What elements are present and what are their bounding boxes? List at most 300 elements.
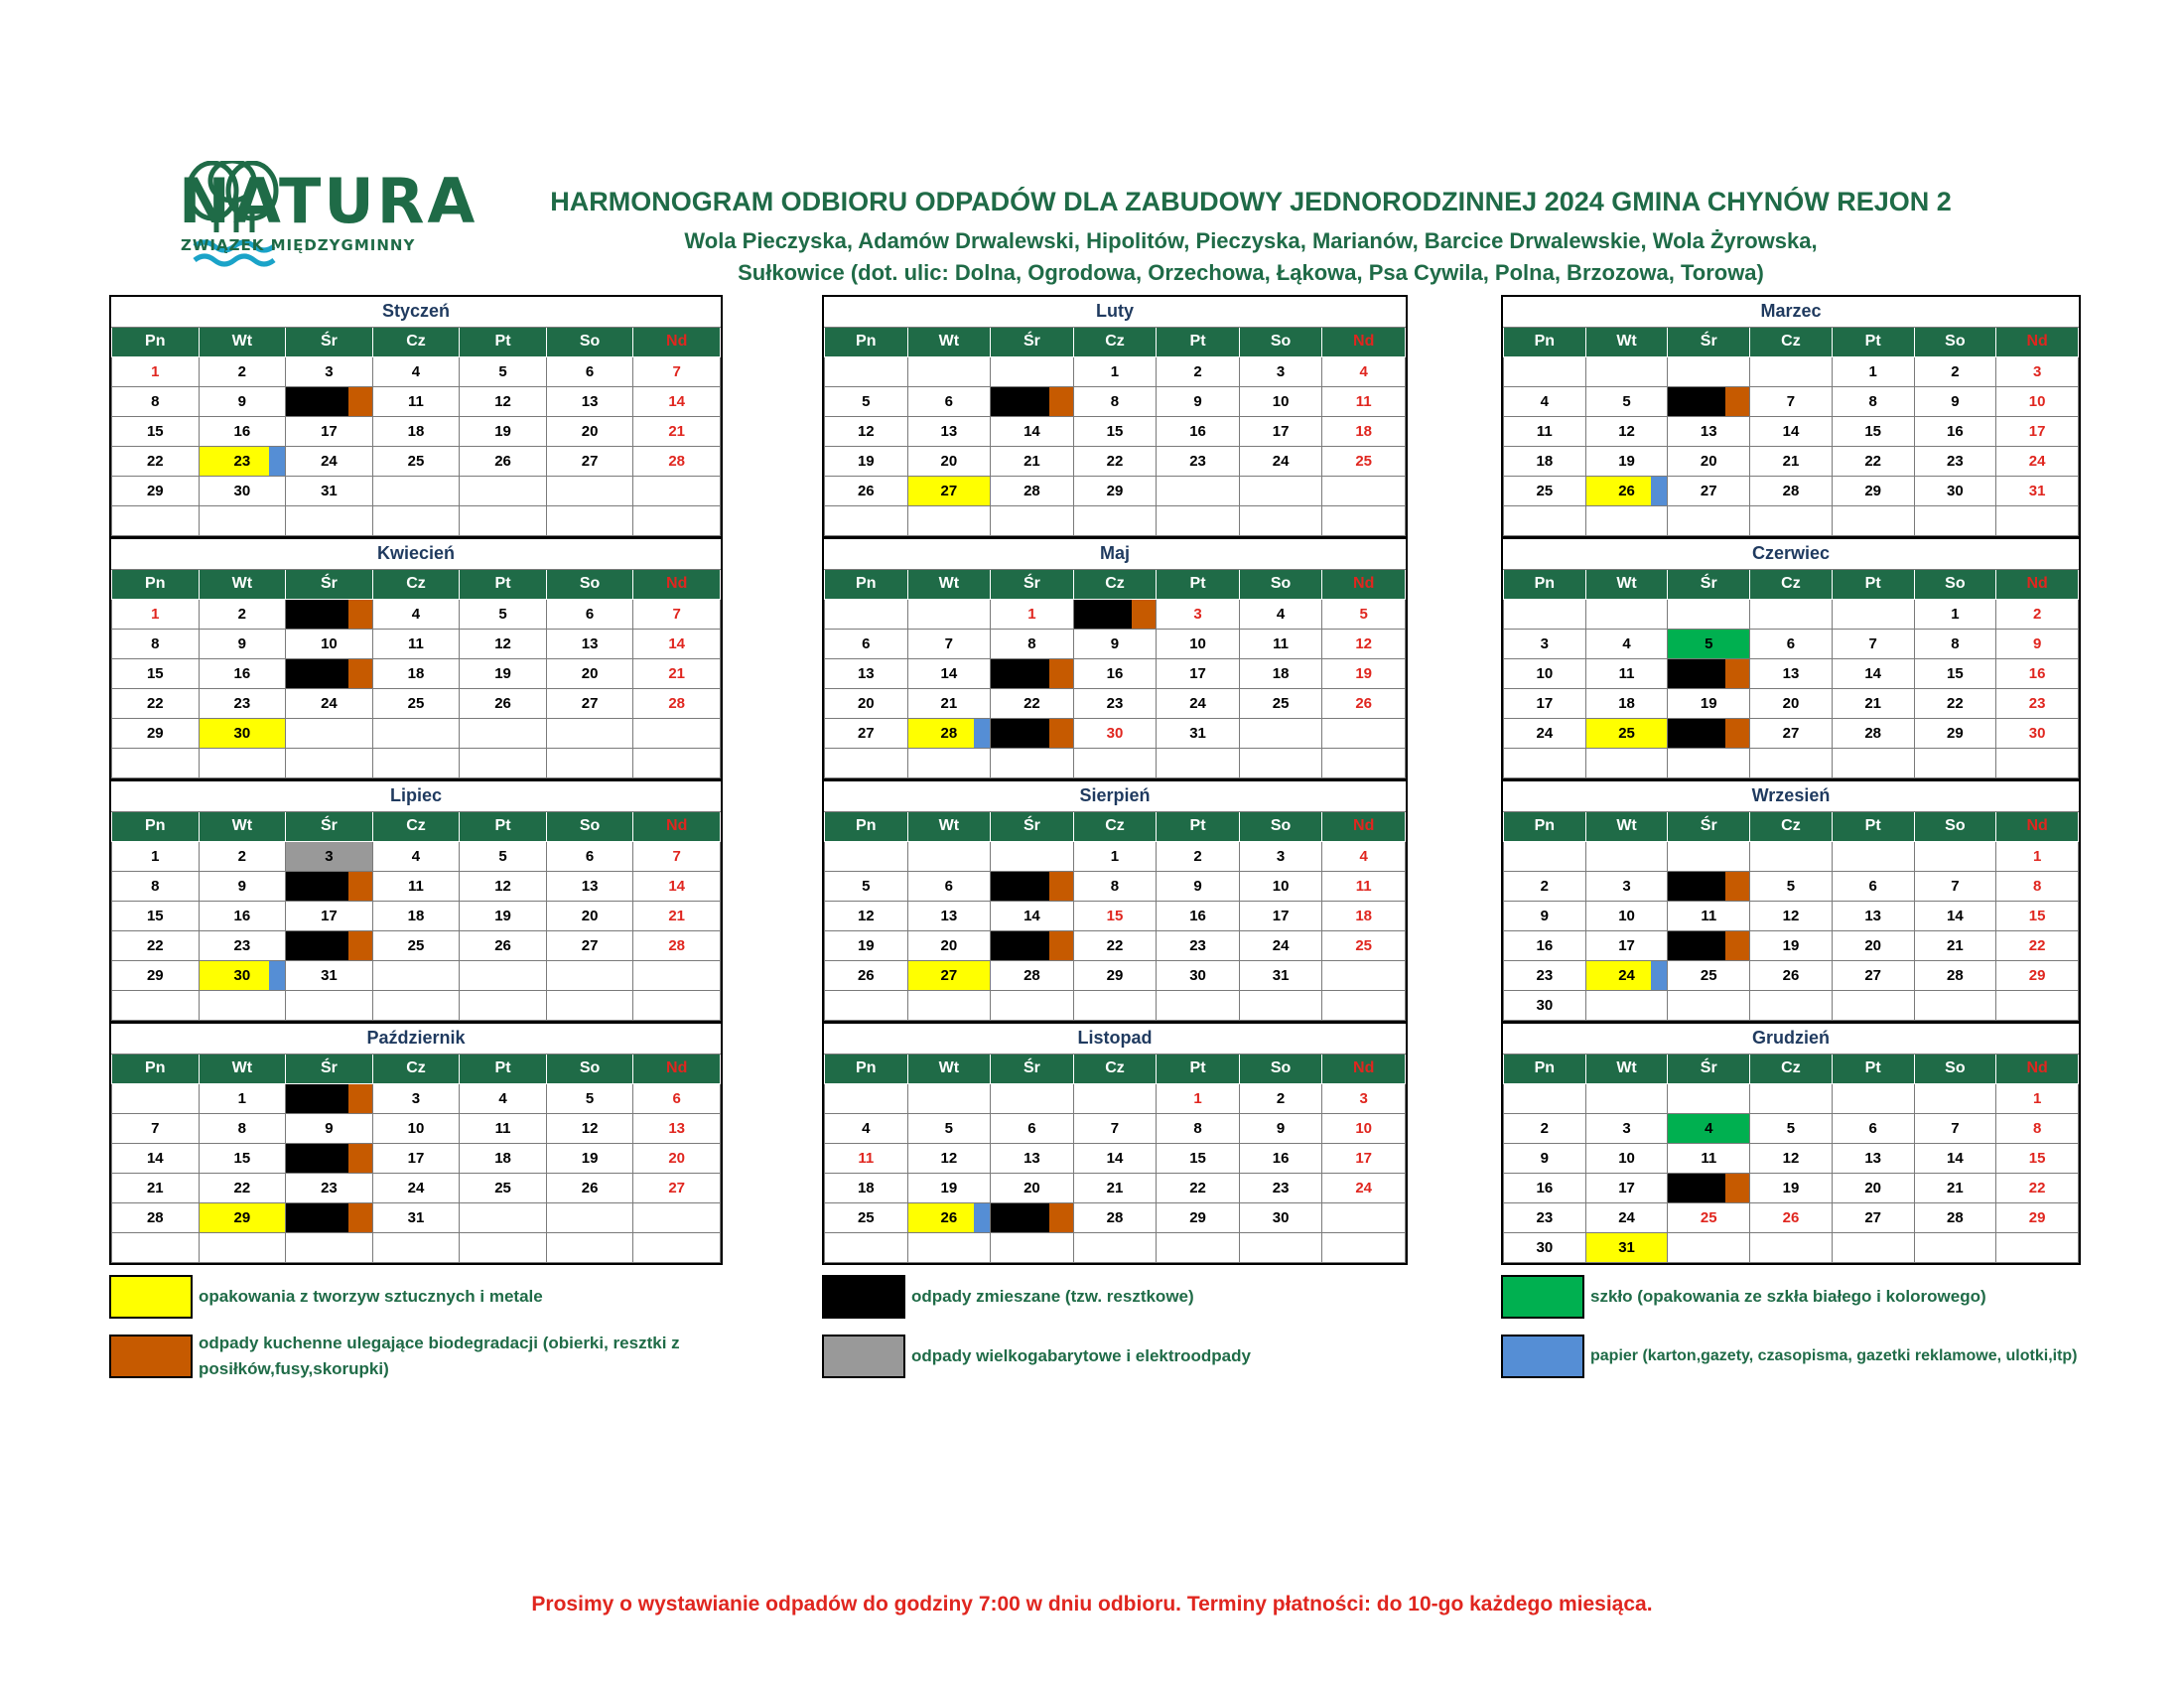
weekday-header: Nd [633, 569, 721, 599]
empty-cell [546, 960, 633, 990]
empty-cell [286, 505, 373, 535]
day-cell [1504, 960, 1586, 990]
bio-waste-marker [1725, 1174, 1749, 1202]
day-number: 15 [1864, 422, 1881, 440]
day-number: 28 [1947, 966, 1964, 984]
day-number: 17 [1355, 1149, 1373, 1167]
day-cell [1750, 688, 1833, 718]
day-cell [825, 688, 908, 718]
bio-waste-marker [1049, 1203, 1073, 1232]
day-number: 29 [1864, 482, 1881, 499]
empty-cell [633, 748, 721, 777]
day-number: 29 [2028, 966, 2046, 984]
day-cell [1073, 658, 1157, 688]
day-cell [1585, 1173, 1668, 1202]
day-cell [907, 476, 991, 505]
day-cell [286, 629, 373, 658]
day-number: 10 [1618, 1149, 1635, 1167]
day-cell [1668, 446, 1750, 476]
day-cell [112, 416, 200, 446]
day-cell [1073, 960, 1157, 990]
day-number: 23 [2028, 694, 2046, 712]
weekday-header: Śr [1668, 811, 1750, 841]
day-cell [1750, 1202, 1833, 1232]
day-number: 13 [940, 422, 958, 440]
empty-cell [907, 841, 991, 871]
day-number: 11 [408, 392, 424, 410]
empty-cell [286, 748, 373, 777]
day-cell [633, 1143, 721, 1173]
day-number: 1 [237, 1089, 247, 1107]
day-number: 20 [581, 664, 599, 682]
day-number: 7 [151, 1119, 160, 1137]
empty-cell [1914, 1232, 1996, 1262]
day-cell [1668, 658, 1750, 688]
day-number: 14 [668, 392, 686, 410]
day-cell [1157, 446, 1240, 476]
day-cell [633, 416, 721, 446]
empty-cell [633, 718, 721, 748]
day-cell [1750, 416, 1833, 446]
day-cell [1832, 718, 1914, 748]
empty-cell [633, 1202, 721, 1232]
weekday-header: Śr [991, 811, 1074, 841]
empty-cell [991, 356, 1074, 386]
month-name: Grudzień [1504, 1024, 2079, 1054]
day-number: 7 [1951, 1119, 1960, 1137]
day-number: 25 [1618, 724, 1635, 742]
day-cell [1996, 629, 2079, 658]
day-number: 24 [1618, 966, 1635, 984]
day-number: 28 [668, 452, 686, 470]
day-number: 30 [1536, 1238, 1554, 1256]
day-number: 13 [1024, 1149, 1040, 1167]
day-cell [991, 658, 1074, 688]
weekday-header: Pt [1157, 327, 1240, 356]
empty-cell [286, 718, 373, 748]
day-cell [1322, 1143, 1406, 1173]
empty-cell [546, 505, 633, 535]
day-number: 23 [233, 452, 251, 470]
day-number: 3 [1276, 362, 1286, 380]
day-cell [1914, 1202, 1996, 1232]
day-number: 3 [2032, 362, 2042, 380]
empty-cell [1832, 990, 1914, 1020]
bio-waste-marker [1725, 387, 1749, 416]
weekday-header: So [1914, 811, 1996, 841]
day-cell [907, 658, 991, 688]
day-cell [991, 386, 1074, 416]
weekday-header: So [546, 569, 633, 599]
weekday-header: So [1914, 1054, 1996, 1083]
empty-cell [286, 990, 373, 1020]
empty-cell [112, 1232, 200, 1262]
weekday-header: Nd [1996, 569, 2079, 599]
month-name: Styczeń [112, 297, 721, 327]
empty-cell [907, 599, 991, 629]
empty-cell [1832, 841, 1914, 871]
empty-cell [1832, 748, 1914, 777]
day-number: 1 [2032, 847, 2042, 865]
day-cell [1668, 688, 1750, 718]
day-number: 20 [1864, 1179, 1881, 1196]
day-number: 18 [407, 664, 425, 682]
day-number: 3 [1276, 847, 1286, 865]
day-number: 4 [498, 1089, 507, 1107]
day-number: 8 [1110, 877, 1120, 895]
day-cell [286, 871, 373, 901]
empty-cell [1750, 356, 1833, 386]
weekday-header: Pn [1504, 569, 1586, 599]
day-cell [1585, 871, 1668, 901]
day-cell [1914, 960, 1996, 990]
day-cell [633, 386, 721, 416]
bio-waste-marker [1725, 719, 1749, 748]
day-cell [1996, 476, 2079, 505]
day-cell [1073, 356, 1157, 386]
weekday-header: Pn [112, 327, 200, 356]
day-cell [1504, 688, 1586, 718]
day-number: 10 [1618, 907, 1635, 924]
day-number: 13 [1864, 907, 1881, 924]
empty-cell [1073, 748, 1157, 777]
day-cell [1585, 629, 1668, 658]
day-number: 7 [1027, 392, 1036, 410]
day-number: 28 [1024, 482, 1040, 499]
day-number: 19 [581, 1149, 599, 1167]
empty-cell [460, 505, 547, 535]
day-cell [1914, 1113, 1996, 1143]
day-number: 6 [1786, 634, 1796, 652]
bio-waste-marker [1132, 600, 1156, 629]
day-number: 29 [233, 1208, 251, 1226]
day-cell [372, 629, 460, 658]
day-cell [199, 901, 286, 930]
day-number: 26 [581, 1179, 599, 1196]
empty-cell [1832, 599, 1914, 629]
day-cell [286, 658, 373, 688]
day-cell [1996, 1113, 2079, 1143]
day-cell [199, 629, 286, 658]
day-number: 13 [1700, 422, 1717, 440]
day-cell [1157, 599, 1240, 629]
day-cell [1073, 446, 1157, 476]
day-cell [1585, 718, 1668, 748]
empty-cell [372, 960, 460, 990]
day-number: 28 [1782, 482, 1800, 499]
day-number: 12 [494, 392, 511, 410]
weekday-header: Cz [372, 811, 460, 841]
day-cell [1239, 688, 1322, 718]
day-number: 21 [1947, 936, 1964, 954]
day-cell [991, 960, 1074, 990]
day-cell [1668, 416, 1750, 446]
day-number: 16 [233, 422, 251, 440]
day-number: 4 [1705, 1119, 1713, 1137]
day-cell [825, 1202, 908, 1232]
legend-swatch-bio [109, 1335, 193, 1378]
empty-cell [1157, 505, 1240, 535]
weekday-header: Wt [907, 569, 991, 599]
bio-waste-marker [348, 659, 372, 688]
empty-cell [825, 748, 908, 777]
month-name: Wrzesień [1504, 781, 2079, 811]
day-number: 21 [1106, 1179, 1124, 1196]
day-cell [1996, 416, 2079, 446]
day-number: 20 [857, 694, 875, 712]
day-cell [1157, 871, 1240, 901]
day-number: 19 [857, 936, 875, 954]
empty-cell [1157, 748, 1240, 777]
day-cell [1996, 901, 2079, 930]
day-number: 6 [862, 634, 871, 652]
day-number: 7 [1868, 634, 1877, 652]
day-number: 9 [1540, 907, 1550, 924]
day-cell [991, 1202, 1074, 1232]
day-cell [286, 476, 373, 505]
day-number: 18 [407, 907, 425, 924]
day-number: 17 [1272, 422, 1290, 440]
empty-cell [1585, 356, 1668, 386]
day-cell [1668, 476, 1750, 505]
day-cell [112, 356, 200, 386]
day-cell [1239, 629, 1322, 658]
day-number: 13 [940, 907, 958, 924]
day-cell [825, 960, 908, 990]
legend-swatch-mixed [822, 1275, 905, 1319]
day-number: 24 [321, 452, 338, 470]
day-number: 24 [1536, 724, 1554, 742]
weekday-header: Śr [286, 569, 373, 599]
day-number: 9 [237, 392, 247, 410]
day-cell [112, 1143, 200, 1173]
empty-cell [1322, 960, 1406, 990]
day-number: 2 [1276, 1089, 1286, 1107]
day-cell [633, 1113, 721, 1143]
day-number: 2 [1110, 605, 1120, 623]
day-cell [1750, 871, 1833, 901]
day-number: 12 [857, 422, 875, 440]
day-number: 13 [581, 877, 599, 895]
day-cell [991, 599, 1074, 629]
day-cell [1073, 871, 1157, 901]
day-cell [1585, 658, 1668, 688]
bio-waste-marker [348, 872, 372, 901]
empty-cell [991, 841, 1074, 871]
day-number: 20 [1864, 936, 1881, 954]
empty-cell [1322, 505, 1406, 535]
day-number: 29 [1024, 724, 1040, 742]
day-number: 19 [494, 907, 511, 924]
day-number: 4 [1359, 847, 1368, 865]
day-cell [1073, 1113, 1157, 1143]
day-cell [372, 1202, 460, 1232]
weekday-header: So [546, 1054, 633, 1083]
empty-cell [907, 356, 991, 386]
day-number: 16 [2028, 664, 2046, 682]
day-cell [460, 688, 547, 718]
day-number: 14 [940, 664, 958, 682]
empty-cell [1585, 599, 1668, 629]
day-number: 30 [233, 966, 251, 984]
day-cell [907, 1173, 991, 1202]
day-cell [633, 599, 721, 629]
month-7 [822, 779, 1408, 1023]
day-cell [1914, 629, 1996, 658]
empty-cell [1750, 990, 1833, 1020]
day-number: 8 [1193, 1119, 1202, 1137]
day-number: 19 [494, 664, 511, 682]
day-cell [1996, 386, 2079, 416]
day-cell [991, 1173, 1074, 1202]
day-cell [1157, 416, 1240, 446]
day-number: 28 [1947, 1208, 1964, 1226]
day-cell [907, 901, 991, 930]
day-cell [1073, 1202, 1157, 1232]
day-number: 10 [407, 1119, 425, 1137]
day-cell [1504, 476, 1586, 505]
day-cell [1668, 1143, 1750, 1173]
day-number: 3 [1622, 877, 1631, 895]
day-cell [460, 1173, 547, 1202]
day-number: 8 [151, 392, 160, 410]
empty-cell [1750, 1083, 1833, 1113]
empty-cell [907, 1232, 991, 1262]
day-number: 2 [237, 362, 247, 380]
day-cell [907, 688, 991, 718]
day-number: 27 [940, 482, 958, 499]
weekday-header: Pt [460, 811, 547, 841]
day-cell [991, 688, 1074, 718]
day-number: 18 [1700, 936, 1717, 954]
day-cell [1239, 841, 1322, 871]
day-cell [1157, 1202, 1240, 1232]
day-number: 10 [1536, 664, 1554, 682]
empty-cell [1504, 748, 1586, 777]
weekday-header: Nd [633, 327, 721, 356]
day-number: 21 [146, 1179, 164, 1196]
day-number: 12 [1618, 422, 1635, 440]
day-number: 4 [411, 605, 421, 623]
empty-cell [1504, 1083, 1586, 1113]
day-cell [1832, 356, 1914, 386]
empty-cell [1322, 1232, 1406, 1262]
day-number: 9 [325, 1119, 334, 1137]
day-number: 7 [1951, 877, 1960, 895]
day-number: 11 [1701, 1149, 1717, 1167]
bio-waste-marker [1725, 931, 1749, 960]
weekday-header: Cz [1750, 1054, 1833, 1083]
day-cell [1914, 658, 1996, 688]
day-cell [1750, 446, 1833, 476]
weekday-header: Wt [907, 327, 991, 356]
weekday-header: So [1239, 327, 1322, 356]
day-number: 16 [1536, 936, 1554, 954]
day-cell [907, 1202, 991, 1232]
empty-cell [633, 505, 721, 535]
day-cell [286, 901, 373, 930]
day-number: 17 [321, 422, 338, 440]
day-number: 1 [151, 847, 160, 865]
day-cell [286, 1202, 373, 1232]
day-number: 7 [1110, 1119, 1120, 1137]
day-cell [1322, 658, 1406, 688]
month-9 [109, 1022, 723, 1265]
day-number: 31 [407, 1208, 425, 1226]
empty-cell [907, 990, 991, 1020]
day-cell [1073, 841, 1157, 871]
day-number: 13 [581, 392, 599, 410]
empty-cell [1239, 718, 1322, 748]
day-number: 16 [1189, 422, 1206, 440]
day-cell [372, 1143, 460, 1173]
day-cell [825, 629, 908, 658]
weekday-header: Pn [1504, 811, 1586, 841]
day-number: 18 [407, 422, 425, 440]
day-number: 23 [1272, 1179, 1290, 1196]
day-cell [825, 1143, 908, 1173]
day-cell [1996, 871, 2079, 901]
day-number: 1 [151, 362, 160, 380]
day-number: 20 [668, 1149, 686, 1167]
day-cell [1996, 446, 2079, 476]
weekday-header: Nd [1322, 811, 1406, 841]
weekday-header: Cz [372, 569, 460, 599]
day-number: 27 [940, 966, 958, 984]
day-cell [199, 1202, 286, 1232]
day-cell [1322, 688, 1406, 718]
empty-cell [546, 990, 633, 1020]
month-2 [1501, 295, 2081, 538]
day-cell [199, 416, 286, 446]
day-cell [1504, 1143, 1586, 1173]
weekday-header: Wt [199, 327, 286, 356]
day-number: 24 [1189, 694, 1206, 712]
legend-swatch-plastic [109, 1275, 193, 1319]
day-number: 9 [237, 877, 247, 895]
day-number: 22 [1947, 694, 1964, 712]
weekday-header: Śr [991, 569, 1074, 599]
day-cell [991, 476, 1074, 505]
day-cell [1585, 960, 1668, 990]
day-cell [1504, 718, 1586, 748]
day-cell [825, 386, 908, 416]
day-cell [112, 658, 200, 688]
weekday-header: Pn [112, 1054, 200, 1083]
day-cell [1996, 1083, 2079, 1113]
day-cell [1832, 960, 1914, 990]
day-cell [199, 476, 286, 505]
day-cell [199, 960, 286, 990]
day-number: 5 [1786, 1119, 1796, 1137]
day-cell [1832, 386, 1914, 416]
day-number: 10 [321, 634, 338, 652]
day-number: 27 [668, 1179, 686, 1196]
day-cell [199, 718, 286, 748]
logo-name: NATURA [179, 165, 478, 237]
weekday-header: Cz [1750, 569, 1833, 599]
day-cell [1832, 871, 1914, 901]
empty-cell [112, 1083, 200, 1113]
legend-swatch-paper [1501, 1335, 1584, 1378]
day-cell [1504, 1173, 1586, 1202]
day-number: 21 [1782, 452, 1800, 470]
bio-waste-marker [348, 1084, 372, 1113]
weekday-header: Cz [1073, 569, 1157, 599]
day-cell [907, 629, 991, 658]
empty-cell [1239, 990, 1322, 1020]
day-number: 10 [1272, 877, 1290, 895]
